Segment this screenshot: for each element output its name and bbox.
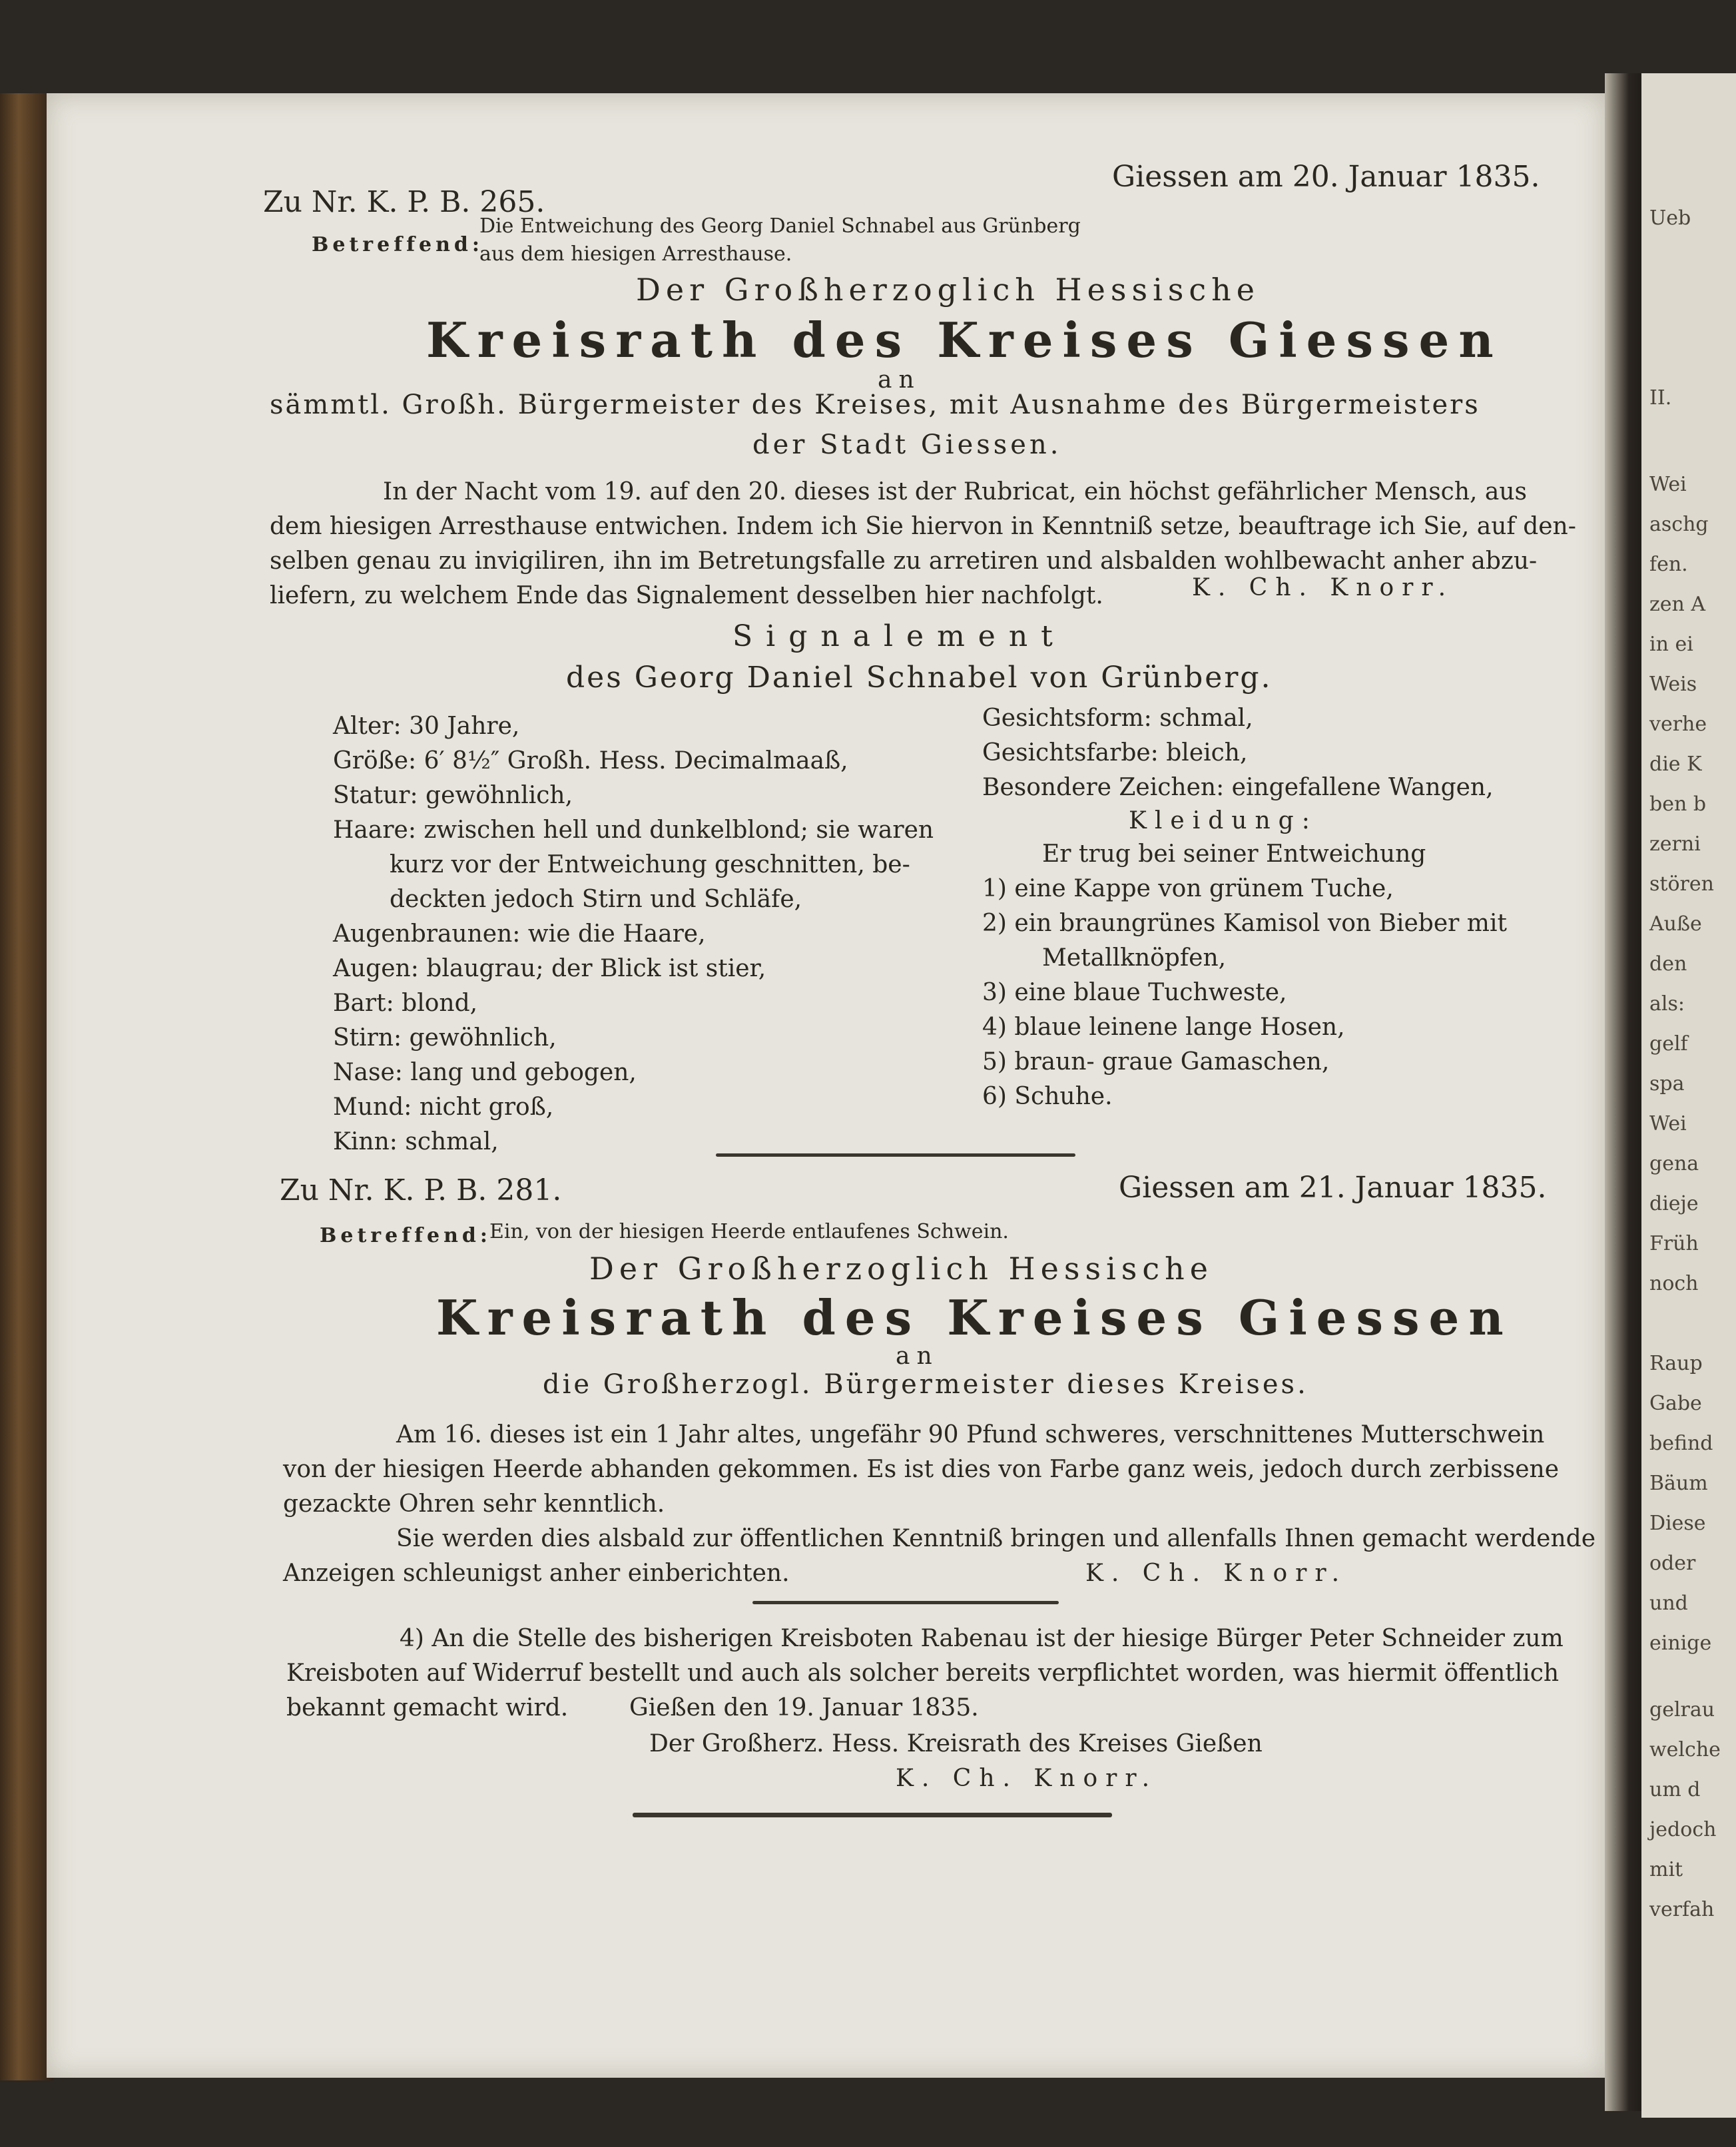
notice-2-body-line-5: Anzeigen schleunigst anher einberichten. [283, 1560, 790, 1587]
facing-page-fragment: Wei [1649, 473, 1687, 496]
signalement-statur: Statur: gewöhnlich, [333, 782, 573, 809]
notice-1-body-line-4: liefern, zu welchem Ende das Signalement desselben hier nachfolgt. [270, 582, 1103, 609]
facing-page-fragment: den [1649, 952, 1687, 976]
facing-page-fragment: befind [1649, 1432, 1713, 1455]
facing-page-fragment: stören [1649, 872, 1714, 896]
section-divider-1 [716, 1153, 1075, 1157]
notice-2-body-line-4: Sie werden dies alsbald zur öffentlichen Kenntniß bringen und allenfalls Ihnen gemacht werdende [396, 1525, 1596, 1552]
signalement-gesichtsfarbe: Gesichtsfarbe: bleich, [982, 739, 1248, 767]
notice-1-body-line-2: dem hiesigen Arresthause entwichen. Indem ich Sie hiervon in Kenntniß setze, beauftrage ich Sie, auf den- [270, 513, 1576, 540]
kleidung-title: Kleidung: [1129, 807, 1318, 834]
signalement-augenbraunen: Augenbraunen: wie die Haare, [333, 920, 706, 948]
signalement-augen: Augen: blaugrau; der Blick ist stier, [333, 955, 766, 982]
facing-page-fragment: um d [1649, 1778, 1701, 1801]
facing-page-fragment: Auße [1649, 912, 1702, 936]
facing-page-fragment: Diese [1649, 1512, 1706, 1535]
kleidung-item-5: 5) braun- graue Gamaschen, [982, 1048, 1330, 1075]
notice-1-subject-line-1: Die Entweichung des Georg Daniel Schnabel aus Grünberg [479, 214, 1081, 238]
signalement-haare: Haare: zwischen hell und dunkelblond; sie waren [333, 816, 934, 844]
notice-1-authority-line-1: Der Großherzoglich Hessische [636, 272, 1260, 308]
notice-1-subject-line-2: aus dem hiesigen Arresthause. [479, 242, 792, 266]
signalement-bart: Bart: blond, [333, 990, 478, 1017]
kleidung-intro: Er trug bei seiner Entweichung [1042, 840, 1426, 868]
kleidung-item-6: 6) Schuhe. [982, 1083, 1113, 1110]
book-spine [0, 93, 53, 2080]
facing-page-fragment: oder [1649, 1552, 1696, 1575]
signalement-title: Signalement [732, 619, 1066, 653]
facing-page-fragment: dieje [1649, 1192, 1699, 1215]
notice-1-body-line-3: selben genau zu invigiliren, ihn im Betretungsfalle zu arretiren und alsbalden wohlbewacht anher abzu- [270, 547, 1538, 575]
signalement-mund: Mund: nicht groß, [333, 1093, 554, 1121]
facing-page-fragment: verhe [1649, 713, 1707, 736]
notice-2-subject-label: Betreffend: [320, 1224, 491, 1247]
facing-page [1641, 73, 1736, 2118]
notice-3-signature: K. Ch. Knorr. [896, 1765, 1158, 1792]
notice-3-body-line-2: Kreisboten auf Widerruf bestellt und auch als solcher bereits verpflichtet worden, was hiermit öffentlich [286, 1660, 1560, 1687]
kleidung-item-3: 3) eine blaue Tuchweste, [982, 979, 1287, 1006]
facing-page-fragment: welche [1649, 1738, 1721, 1761]
notice-1-recipient-line-1: sämmtl. Großh. Bürgermeister des Kreises, mit Ausnahme des Bürgermeisters [270, 390, 1480, 420]
notice-1-body-line-1: In der Nacht vom 19. auf den 20. dieses ist der Rubricat, ein höchst gefährlicher Mensch, aus [383, 478, 1528, 505]
facing-page-fragment: ben b [1649, 792, 1707, 816]
facing-page-fragment: Bäum [1649, 1472, 1708, 1495]
facing-page-fragment: aschg [1649, 513, 1709, 536]
facing-page-fragment: Ueb [1649, 206, 1691, 230]
signalement-kinn: Kinn: schmal, [333, 1128, 499, 1155]
signalement-haare-cont-1: kurz vor der Entweichung geschnitten, be- [390, 851, 910, 878]
notice-2-authority-line-2: Kreisrath des Kreises Giessen [436, 1289, 1513, 1346]
facing-page-fragment: spa [1649, 1072, 1685, 1095]
section-divider-2 [752, 1601, 1059, 1604]
facing-page-fragment: jedoch [1649, 1818, 1717, 1841]
facing-page-fragment: als: [1649, 992, 1685, 1016]
facing-page-fragment: und [1649, 1592, 1688, 1615]
signalement-groesse: Größe: 6′ 8½″ Großh. Hess. Decimalmaaß, [333, 747, 848, 774]
notice-2-body-line-3: gezackte Ohren sehr kenntlich. [283, 1490, 665, 1518]
facing-page-fragment: verfah [1649, 1898, 1715, 1921]
notice-3-body-line-3: bekannt gemacht wird. [286, 1694, 569, 1721]
section-divider-3 [633, 1813, 1112, 1817]
facing-page-fragment: einige [1649, 1632, 1712, 1655]
facing-page-fragment: mit [1649, 1858, 1683, 1881]
kleidung-item-4: 4) blaue leinene lange Hosen, [982, 1014, 1345, 1041]
notice-1-recipient-line-2: der Stadt Giessen. [752, 430, 1062, 460]
facing-page-fragment: noch [1649, 1272, 1699, 1295]
notice-1-subject-label: Betreffend: [312, 233, 483, 256]
notice-2-signature: K. Ch. Knorr. [1085, 1560, 1348, 1587]
notice-3-dateline: Gießen den 19. Januar 1835. [629, 1694, 979, 1721]
notice-2-reference: Zu Nr. K. P. B. 281. [280, 1173, 562, 1207]
facing-page-fragment: gelrau [1649, 1698, 1715, 1721]
facing-page-fragment: Wei [1649, 1112, 1687, 1135]
signalement-besondere-zeichen: Besondere Zeichen: eingefallene Wangen, [982, 774, 1494, 801]
notice-1-authority-line-2: Kreisrath des Kreises Giessen [426, 312, 1503, 368]
notice-2-body-line-1: Am 16. dieses ist ein 1 Jahr altes, ungefähr 90 Pfund schweres, verschnittenes Mutterschwein [396, 1421, 1545, 1448]
facing-page-fragment: II. [1649, 386, 1672, 410]
signalement-stirn: Stirn: gewöhnlich, [333, 1024, 557, 1052]
kleidung-item-2-cont: Metallknöpfen, [1042, 944, 1227, 972]
kleidung-item-2: 2) ein braungrünes Kamisol von Bieber mit [982, 910, 1507, 937]
facing-page-fragment: Gabe [1649, 1392, 1702, 1415]
facing-page-fragment: Früh [1649, 1232, 1699, 1255]
notice-2-recipient-line-1: die Großherzogl. Bürgermeister dieses Kreises. [543, 1369, 1308, 1400]
signalement-nase: Nase: lang und gebogen, [333, 1059, 637, 1086]
facing-page-fragment: Raup [1649, 1352, 1703, 1375]
facing-page-fragment: fen. [1649, 553, 1688, 576]
notice-2-body-line-2: von der hiesigen Heerde abhanden gekommen. Es ist dies von Farbe ganz weis, jedoch durch zerbissene [283, 1456, 1560, 1483]
signalement-haare-cont-2: deckten jedoch Stirn und Schläfe, [390, 886, 802, 913]
facing-page-fragment: gena [1649, 1152, 1699, 1175]
notice-1-an: an [878, 366, 921, 394]
notice-3-authority: Der Großherz. Hess. Kreisrath des Kreises Gießen [649, 1730, 1263, 1757]
notice-2-dateline: Giessen am 21. Januar 1835. [1119, 1171, 1547, 1205]
kleidung-item-1: 1) eine Kappe von grünem Tuche, [982, 875, 1394, 902]
facing-page-fragment: gelf [1649, 1032, 1688, 1056]
facing-page-fragment: in ei [1649, 633, 1693, 656]
signalement-gesichtsform: Gesichtsform: schmal, [982, 705, 1253, 732]
notice-2-authority-line-1: Der Großherzoglich Hessische [589, 1251, 1213, 1287]
notice-2-an: an [896, 1343, 939, 1370]
facing-page-fragment: die K [1649, 753, 1702, 776]
facing-page-fragment: zerni [1649, 832, 1701, 856]
facing-page-fragment: Weis [1649, 673, 1697, 696]
notice-3-body-line-1: 4) An die Stelle des bisherigen Kreisboten Rabenau ist der hiesige Bürger Peter Schneider zum [400, 1625, 1564, 1652]
page-gutter [1605, 73, 1645, 2111]
signalement-subtitle: des Georg Daniel Schnabel von Grünberg. [566, 661, 1273, 695]
notice-1-dateline: Giessen am 20. Januar 1835. [1112, 160, 1540, 194]
notice-1-reference: Zu Nr. K. P. B. 265. [263, 185, 545, 219]
signalement-alter: Alter: 30 Jahre, [333, 713, 520, 740]
facing-page-fragment: zen A [1649, 593, 1706, 616]
notice-2-subject-line-1: Ein, von der hiesigen Heerde entlaufenes Schwein. [489, 1220, 1009, 1243]
notice-1-signature: K. Ch. Knorr. [1192, 574, 1454, 601]
